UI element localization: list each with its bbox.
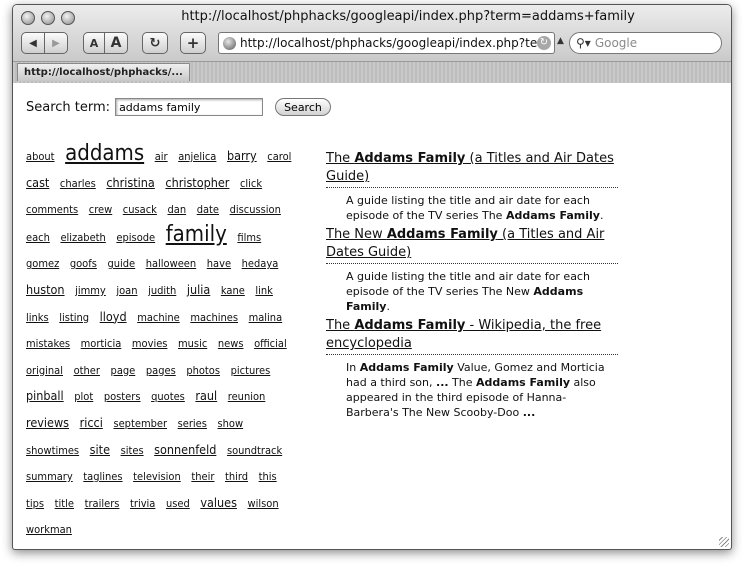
- result-snippet: [346, 193, 608, 223]
- forward-button[interactable]: [44, 32, 68, 54]
- resize-handle-icon[interactable]: [719, 537, 729, 547]
- result-title-part: (a Titles and Air Dates Guide): [326, 227, 605, 260]
- tag-each[interactable]: each: [26, 230, 50, 244]
- tag-machines[interactable]: machines: [190, 310, 239, 324]
- result-title-part: Addams Family: [354, 151, 466, 166]
- add-bookmark-button[interactable]: [180, 32, 206, 54]
- tag-christina[interactable]: christina: [106, 174, 155, 190]
- snippet-segment: A guide listing the title and air date for each episode of the TV series The: [346, 194, 590, 222]
- back-button[interactable]: [21, 32, 45, 54]
- tag-summary[interactable]: summary: [26, 470, 73, 484]
- result-title-link[interactable]: [326, 150, 618, 188]
- tag-television[interactable]: television: [133, 470, 181, 484]
- snippet-segment: .: [386, 300, 390, 313]
- tag-malina[interactable]: malina: [248, 310, 283, 324]
- snippet-segment: The: [448, 376, 477, 389]
- tag-kane[interactable]: kane: [220, 283, 245, 297]
- address-bar[interactable]: [218, 32, 555, 54]
- text-bigger-button[interactable]: A: [104, 32, 128, 54]
- close-window-button[interactable]: [21, 11, 35, 25]
- tag-air[interactable]: air: [154, 150, 168, 163]
- back-arrow-icon: ◀: [29, 37, 37, 49]
- tag-this[interactable]: this: [258, 470, 277, 484]
- result-title-part: The: [326, 318, 355, 333]
- tag-pictures[interactable]: pictures: [230, 363, 271, 377]
- tag-cast[interactable]: cast: [26, 174, 50, 190]
- search-term-input[interactable]: [115, 98, 263, 116]
- result-item: [326, 150, 618, 223]
- zoom-window-button[interactable]: [61, 11, 75, 25]
- tag-plot[interactable]: plot: [74, 390, 94, 404]
- tag-guide[interactable]: guide: [107, 257, 136, 271]
- tag-links[interactable]: links: [26, 310, 49, 324]
- tag-other[interactable]: other: [73, 363, 100, 377]
- search-form: [26, 98, 331, 116]
- browser-toolbar: [13, 5, 731, 83]
- tag-news[interactable]: news: [217, 337, 244, 351]
- tag-hedaya[interactable]: hedaya: [241, 257, 279, 271]
- globe-icon: [223, 37, 236, 50]
- tag-carol[interactable]: carol: [267, 150, 292, 163]
- tag-third[interactable]: third: [224, 470, 249, 484]
- result-item: [326, 317, 618, 420]
- tag-sites[interactable]: sites: [120, 443, 144, 457]
- tag-click[interactable]: click: [239, 176, 263, 190]
- tag-have[interactable]: have: [206, 257, 232, 271]
- tag-morticia[interactable]: morticia: [80, 337, 122, 351]
- search-button[interactable]: Search: [275, 98, 331, 116]
- snippet-segment: Addams Family: [346, 285, 584, 313]
- snippet-segment: Value, Gomez and Morticia had a third son,: [346, 361, 605, 389]
- tag-listing[interactable]: listing: [59, 310, 90, 324]
- google-search-input[interactable]: [595, 36, 705, 50]
- tag-showtimes[interactable]: showtimes: [26, 443, 80, 457]
- tag-reunion[interactable]: reunion: [227, 390, 266, 404]
- result-title-link[interactable]: [326, 317, 618, 355]
- tag-sonnenfeld[interactable]: sonnenfeld: [154, 441, 217, 457]
- tag-official[interactable]: official: [254, 337, 287, 351]
- tag-elizabeth[interactable]: elizabeth: [60, 230, 106, 244]
- snippet-segment: ...: [522, 406, 536, 419]
- address-reload-icon[interactable]: ↻: [537, 36, 551, 50]
- result-title-link[interactable]: [326, 226, 618, 264]
- tag-photos[interactable]: photos: [186, 363, 221, 377]
- tag-show[interactable]: show: [217, 416, 244, 430]
- tag-julia[interactable]: julia: [186, 281, 211, 297]
- snippet-segment: ...: [436, 376, 449, 389]
- tag-ricci[interactable]: ricci: [79, 414, 103, 430]
- tag-series[interactable]: series: [177, 416, 207, 430]
- tag-site[interactable]: site: [89, 441, 110, 457]
- tag-september[interactable]: september: [113, 416, 168, 430]
- result-title-part: The: [326, 151, 355, 166]
- result-title-part: Addams Family: [354, 318, 466, 333]
- search-results: [326, 150, 618, 423]
- result-title-part: The New: [326, 227, 387, 242]
- address-input[interactable]: [240, 36, 540, 50]
- tag-used[interactable]: used: [165, 496, 190, 510]
- tag-comments[interactable]: comments: [26, 203, 79, 217]
- minimize-window-button[interactable]: [41, 11, 55, 25]
- reload-icon: ↻: [149, 35, 161, 51]
- tag-tips[interactable]: tips: [26, 496, 45, 510]
- tag-films[interactable]: films: [237, 230, 262, 244]
- tag-link[interactable]: link: [255, 283, 273, 297]
- reload-button[interactable]: [142, 32, 168, 54]
- tag-date[interactable]: date: [196, 203, 220, 217]
- snippet-segment: .: [599, 209, 604, 222]
- tag-cloud: [26, 142, 308, 543]
- tag-anjelica[interactable]: anjelica: [178, 150, 217, 163]
- google-search-field[interactable]: [569, 32, 722, 54]
- tag-mistakes[interactable]: mistakes: [26, 337, 71, 351]
- tag-cusack[interactable]: cusack: [122, 203, 157, 217]
- snippet-segment: Addams Family: [505, 209, 600, 222]
- tag-quotes[interactable]: quotes: [151, 390, 185, 404]
- result-title-part: Addams Family: [386, 227, 498, 242]
- tag-raul[interactable]: raul: [195, 388, 218, 404]
- tag-lloyd[interactable]: lloyd: [99, 308, 127, 324]
- snapback-icon[interactable]: ▲: [557, 36, 564, 46]
- tag-soundtrack[interactable]: soundtrack: [226, 443, 283, 457]
- search-icon: ⚲▾: [576, 36, 591, 50]
- tag-discussion[interactable]: discussion: [229, 203, 281, 217]
- page-content: [13, 84, 731, 537]
- tag-gomez[interactable]: gomez: [26, 257, 60, 271]
- result-snippet: [346, 360, 608, 420]
- tag-machine[interactable]: machine: [137, 310, 180, 324]
- tag-workman[interactable]: workman: [26, 523, 72, 537]
- tag-episode[interactable]: episode: [116, 230, 156, 244]
- tag-reviews[interactable]: reviews: [26, 414, 70, 430]
- forward-arrow-icon: ▶: [52, 37, 60, 49]
- tag-barry[interactable]: barry: [226, 148, 257, 163]
- snippet-segment: Addams Family: [359, 361, 454, 374]
- tag-title[interactable]: title: [54, 496, 75, 510]
- tag-music[interactable]: music: [178, 337, 208, 351]
- tag-their[interactable]: their: [191, 470, 215, 484]
- tag-christopher[interactable]: christopher: [165, 174, 230, 190]
- snippet-segment: A guide listing the title and air date for each episode of the TV series The New: [346, 270, 590, 298]
- tag-charles[interactable]: charles: [59, 176, 96, 190]
- tag-wilson[interactable]: wilson: [247, 496, 279, 510]
- tag-posters[interactable]: posters: [103, 390, 141, 404]
- result-title-part: - Wikipedia, the free encyclopedia: [326, 318, 602, 351]
- tag-original[interactable]: original: [26, 363, 63, 377]
- tag-family[interactable]: family: [165, 221, 227, 247]
- snippet-segment: Addams Family: [476, 376, 571, 389]
- tag-page[interactable]: page: [110, 363, 136, 377]
- snippet-segment: In: [346, 361, 360, 374]
- window-title: http://localhost/phphacks/googleapi/index.php?term=addams+family: [181, 9, 635, 24]
- tag-judith[interactable]: judith: [148, 283, 177, 297]
- tag-huston[interactable]: huston: [26, 281, 65, 297]
- tag-trivia[interactable]: trivia: [130, 496, 156, 510]
- tag-trailers[interactable]: trailers: [84, 496, 120, 510]
- tag-pinball[interactable]: pinball: [26, 388, 64, 404]
- result-snippet: [346, 269, 608, 314]
- tag-jimmy[interactable]: jimmy: [75, 283, 106, 297]
- tag-addams[interactable]: addams: [65, 141, 145, 166]
- text-smaller-button[interactable]: A: [83, 32, 105, 54]
- tag-about[interactable]: about: [26, 150, 55, 163]
- tag-dan[interactable]: dan: [167, 203, 187, 217]
- tag-values[interactable]: values: [200, 494, 237, 510]
- tag-joan[interactable]: joan: [116, 283, 138, 297]
- result-title-part: (a Titles and Air Dates Guide): [326, 151, 614, 184]
- tag-pages[interactable]: pages: [145, 363, 176, 377]
- result-item: [326, 226, 618, 314]
- tag-halloween[interactable]: halloween: [145, 257, 197, 271]
- search-term-label: Search term:: [26, 99, 111, 115]
- plus-icon: +: [186, 34, 200, 52]
- tag-goofs[interactable]: goofs: [69, 257, 97, 271]
- snippet-segment: also appeared in the third episode of Hanna-Barbera's The New Scooby-Doo: [346, 376, 596, 419]
- bookmark-tab[interactable]: http://localhost/phphacks/...: [17, 63, 190, 81]
- tag-taglines[interactable]: taglines: [83, 470, 123, 484]
- tag-movies[interactable]: movies: [131, 337, 168, 351]
- tag-crew[interactable]: crew: [88, 203, 113, 217]
- browser-window: [12, 4, 732, 550]
